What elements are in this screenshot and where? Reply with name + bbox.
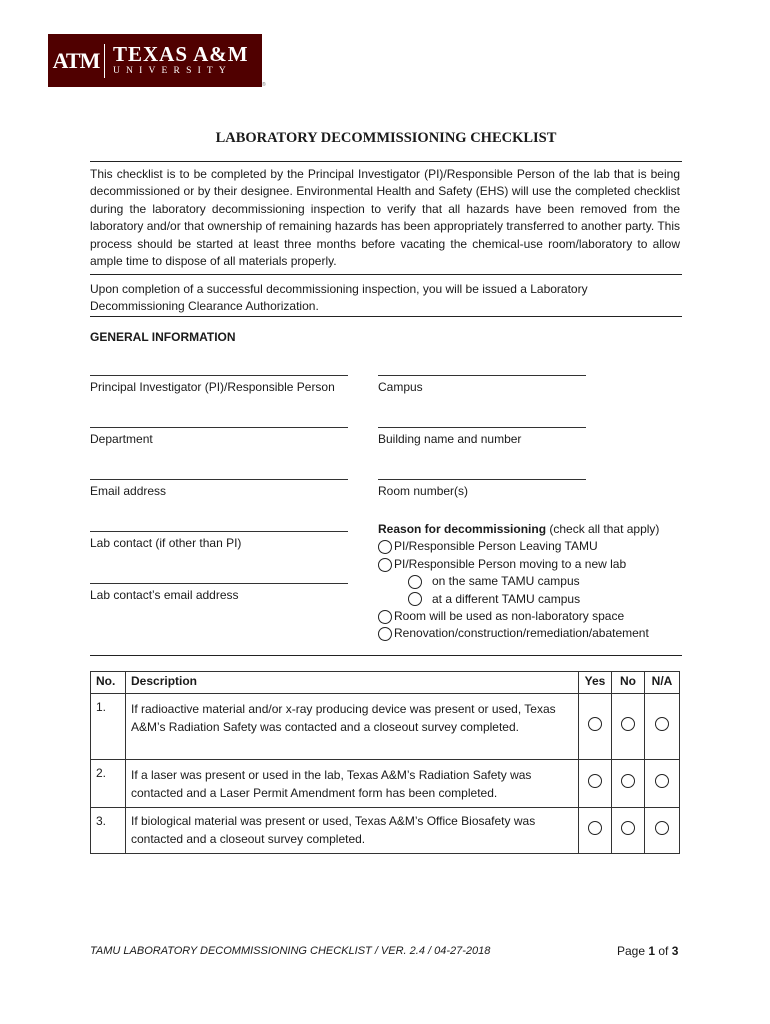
campus-label: Campus [378,380,423,394]
pi-input-line[interactable] [90,367,348,376]
row-description-text: If a laser was present or used in the lab, Texas A&M’s Radiation Safety was contacted and a Laser Permit Amendment form has been completed. [131,768,532,800]
footer-page-number [617,944,678,958]
radio-circle-icon[interactable] [588,774,602,788]
department-label: Department [90,432,153,446]
lab-contact-input-line[interactable] [90,523,348,532]
completion-note: Upon completion of a successful decommissioning inspection, you will be issued a Laboratory Decommissioning Clearance Authorization. [90,282,588,314]
radio-circle-icon[interactable] [378,627,392,641]
lab-contact-email-field[interactable] [90,575,348,603]
page-of: of [655,944,672,958]
lab-contact-label: Lab contact (if other than PI) [90,536,242,550]
yes-radio[interactable] [579,694,612,760]
row-description [126,760,579,808]
email-label: Email address [90,484,167,498]
radio-circle-icon[interactable] [378,540,392,554]
row-description-text: If radioactive material and/or x-ray producing device was present or used, Texas A&M’s Radiation Safety was contacted and a closeout survey completed. [131,702,556,734]
radio-circle-icon[interactable] [408,592,422,606]
reason-option-renovation[interactable] [378,625,659,642]
reason-option-non-lab-space[interactable] [378,608,659,625]
building-input-line[interactable] [378,419,586,428]
yes-radio[interactable] [579,808,612,854]
note-rule [90,316,682,317]
reason-option-different-campus[interactable] [378,591,659,608]
reason-option-leaving[interactable] [378,538,659,555]
radio-circle-icon[interactable] [621,774,635,788]
reason-option-label: on the same TAMU campus [432,574,580,589]
logo-subtitle: UNIVERSITY [113,66,232,76]
intro-rule [90,274,682,275]
reason-heading [378,521,659,538]
row-description [126,808,579,854]
row-number: 3. [91,808,126,854]
no-radio[interactable] [612,694,645,760]
reason-heading-bold: Reason for decommissioning [378,522,547,536]
email-field[interactable] [90,471,348,499]
title-rule [90,161,682,162]
table-row [91,760,680,808]
intro-paragraph: This checklist is to be completed by the Principal Investigator (PI)/Responsible Person of the lab that is being decommissioned or by their designee. Environmental Health and Safety (EHS) will use the completed checklist during the laboratory decommissioning inspection to verify that all hazards have been removed from the laboratory and/or that ownership of remaining hazards has been appropriately transferred to another party. This process should be started at least three months before vacating the chemical-use room/laboratory to allow ample time to dispose of all materials properly. [90,167,680,269]
table-row [91,808,680,854]
header-description: Description [126,672,579,694]
na-radio[interactable] [645,808,680,854]
room-input-line[interactable] [378,471,586,480]
lab-contact-email-label: Lab contact’s email address [90,588,239,602]
registered-mark: ® [262,82,266,88]
reason-option-label: PI/Responsible Person moving to a new lab [394,556,627,571]
radio-circle-icon[interactable] [588,821,602,835]
na-radio[interactable] [645,694,680,760]
tamu-logo [48,34,262,87]
header-yes: Yes [579,672,612,694]
page-prefix: Page [617,944,649,958]
radio-circle-icon[interactable] [408,575,422,589]
reason-option-label: Renovation/construction/remediation/abatement [394,626,649,641]
row-number: 2. [91,760,126,808]
general-information-heading: GENERAL INFORMATION [90,330,236,344]
radio-circle-icon[interactable] [378,558,392,572]
radio-circle-icon[interactable] [378,610,392,624]
checklist-table [90,671,680,854]
yes-radio[interactable] [579,760,612,808]
row-description [126,694,579,760]
room-field[interactable] [378,471,586,499]
reason-option-label: Room will be used as non-laboratory space [394,609,625,624]
email-input-line[interactable] [90,471,348,480]
table-top-rule [90,655,682,656]
header-no-col: No [612,672,645,694]
campus-field[interactable] [378,367,586,395]
page-total: 3 [671,944,679,958]
header-na: N/A [645,672,680,694]
department-field[interactable] [90,419,348,447]
radio-circle-icon[interactable] [621,717,635,731]
logo-wordmark [113,43,249,78]
reason-option-same-campus[interactable] [378,573,659,590]
reason-option-label: PI/Responsible Person Leaving TAMU [394,539,598,554]
row-number: 1. [91,694,126,760]
radio-circle-icon[interactable] [655,821,669,835]
pi-label: Principal Investigator (PI)/Responsible Person [90,380,335,394]
logo-title: TEXAS A&M [113,42,249,66]
lab-contact-email-input-line[interactable] [90,575,348,584]
document-title: LABORATORY DECOMMISSIONING CHECKLIST [215,130,557,146]
no-radio[interactable] [612,808,645,854]
building-field[interactable] [378,419,586,447]
room-label: Room number(s) [378,484,469,498]
footer-document-id: TAMU LABORATORY DECOMMISSIONING CHECKLIST / VER. 2.4 / 04-27-2018 [90,945,491,957]
radio-circle-icon[interactable] [655,717,669,731]
reason-heading-note: (check all that apply) [546,522,660,536]
page-current: 1 [648,944,656,958]
na-radio[interactable] [645,760,680,808]
reason-option-label: at a different TAMU campus [432,591,581,606]
header-no: No. [91,672,126,694]
row-description-text: If biological material was present or used, Texas A&M’s Office Biosafety was contacted and a closeout survey completed. [131,814,536,846]
campus-input-line[interactable] [378,367,586,376]
logo-divider [104,44,105,78]
department-input-line[interactable] [90,419,348,428]
reason-option-moving[interactable] [378,556,659,573]
radio-circle-icon[interactable] [621,821,635,835]
no-radio[interactable] [612,760,645,808]
atm-logo-mark: ATM [52,47,100,73]
reason-for-decommissioning [378,521,659,643]
building-label: Building name and number [378,432,522,446]
pi-field[interactable] [90,367,348,395]
radio-circle-icon[interactable] [655,774,669,788]
table-header-row [91,672,680,694]
table-row [91,694,680,760]
radio-circle-icon[interactable] [588,717,602,731]
lab-contact-field[interactable] [90,523,348,551]
